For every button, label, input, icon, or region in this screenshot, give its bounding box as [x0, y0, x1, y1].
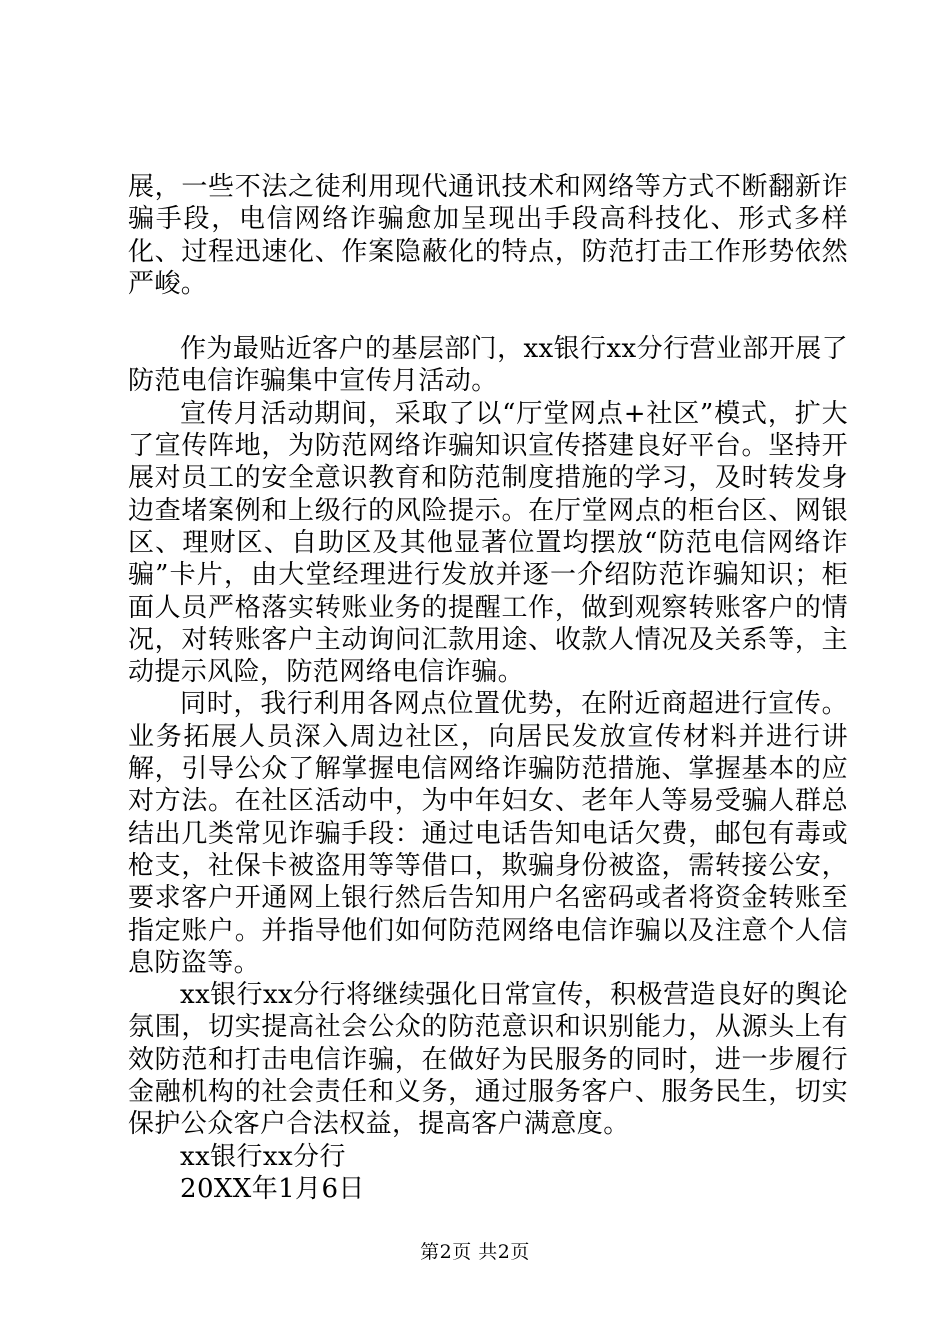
paragraph-gap [128, 300, 848, 333]
page-number-footer: 第2页 共2页 [420, 1241, 530, 1263]
paragraph-community-outreach: 同时，我行利用各网点位置优势，在附近商超进行宣传。业务拓展人员深入周边社区，向居民发放宣传材料并进行讲解，引导公众了解掌握电信网络诈骗防范措施、掌握基本的应对方法。在社区活动中，为中年妇女、老年人等易受骗人群总结出几类常见诈骗手段：通过电话告知电话欠费，邮包有毒或枪支，社保卡被盗用等等借口，欺骗身份被盗，需转接公安，要求客户开通网上银行然后告知用户名密码或者将资金转账至指定账户。并指导他们如何防范网络电信诈骗以及注意个人信息防盗等。 [128, 689, 848, 978]
paragraph-conclusion: xx银行xx分行将继续强化日常宣传，积极营造良好的舆论氛围，切实提高社会公众的防范意识和识别能力，从源头上有效防范和打击电信诈骗，在做好为民服务的同时，进一步履行金融机构的社会责任和义务，通过服务客户、服务民生，切实保护公众客户合法权益，提高客户满意度。 [128, 980, 848, 1140]
intro-paragraph: 展，一些不法之徒利用现代通讯技术和网络等方式不断翻新诈骗手段，电信网络诈骗愈加呈现出手段高科技化、形式多样化、过程迅速化、作案隐蔽化的特点，防范打击工作形势依然严峻。 [128, 172, 848, 299]
document-body [128, 171, 848, 1205]
paragraph-activity-overview: 作为最贴近客户的基层部门，xx银行xx分行营业部开展了防范电信诈骗集中宣传月活动。 [128, 334, 848, 397]
signature-date: 20XX年1月6日 [180, 1173, 365, 1204]
paragraph-publicity-month: 宣传月活动期间，采取了以“厅堂网点+社区”模式，扩大了宣传阵地，为防范网络诈骗知识宣传搭建良好平台。坚持开展对员工的安全意识教育和防范制度措施的学习，及时转发身边查堵案例和上级行的风险提示。在厅堂网点的柜台区、网银区、理财区、自助区及其他显著位置均摆放“防范电信网络诈骗”卡片，由大堂经理进行发放并逐一介绍防范诈骗知识；柜面人员严格落实转账业务的提醒工作，做到观察转账客户的情况，对转账客户主动询问汇款用途、收款人情况及关系等，主动提示风险，防范网络电信诈骗。 [128, 398, 848, 688]
signature-organization: xx银行xx分行 [180, 1141, 346, 1172]
